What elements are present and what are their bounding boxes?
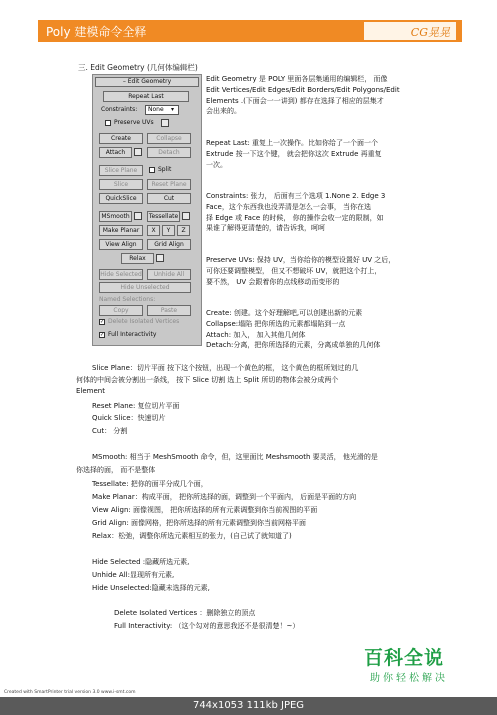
text-line: Tessellate: 把你的面平分成几个面， (92, 480, 208, 488)
header-signature: CG晃晃 (410, 26, 450, 39)
cut-button[interactable]: Cut (147, 193, 191, 204)
hide-selected-button[interactable]: Hide Selected (100, 271, 142, 278)
image-info-bar: 744x1053 111kb JPEG (0, 697, 497, 715)
text-line: Make Planar：构成平面， 把你所选择的面，调整到一个平面内， 后面是平面的方向 (92, 493, 357, 501)
text-line: Cut： 分割 (92, 427, 128, 435)
slice-plane-button[interactable]: Slice Plane (99, 165, 143, 176)
text-line: Face，这个东西我也没弄清是怎么一会事， 当你在选 (206, 202, 372, 211)
make-planar-button[interactable]: Make Planar (99, 225, 143, 236)
tessellate-button[interactable]: Tessellate (148, 213, 179, 220)
text-line: 何体的中间会被分割出一条线， 按下 Slice 切割 选上 Split 所切的物体会被分成两个 (76, 376, 339, 384)
text-line: Collapse:塌陷 把你所选的元素都塌陷到一点 (206, 319, 346, 328)
constraints-select[interactable]: None (145, 105, 179, 115)
watermark-slogan: 助你轻松解决 (370, 673, 448, 684)
constraints-label: Constraints: (101, 106, 138, 113)
attach-button[interactable]: Attach (99, 147, 132, 158)
planar-y-button[interactable]: Y (162, 225, 175, 236)
text-line: Hide Selected :隐藏所选元素, (92, 558, 190, 566)
dropdown-arrow-icon: ▾ (171, 106, 175, 113)
paragraph-constraints (206, 191, 385, 234)
text-line: Slice Plane：切片平面 按下这个按钮，出现一个黄色的框， 这个黄色的框所划过的几 (92, 364, 359, 372)
detach-button[interactable]: Detach (147, 147, 191, 158)
section-heading: 三. Edit Geometry (几何体编辑栏) (78, 63, 198, 72)
text-line: Detach:分离，把你所选择的元素，分离成单独的几何体 (206, 341, 381, 350)
text-line: Elements .(下面会一一讲到) 都存在选择了相应的层集才 (206, 96, 384, 105)
header-title: Poly 建模命令全释 (46, 25, 147, 39)
msmooth-button[interactable]: MSmooth (99, 211, 132, 222)
text-line: Repeat Last: 重复上一次操作。比如你给了一个面一个 (206, 139, 379, 147)
relax-button[interactable]: Relax (121, 253, 154, 264)
text-line: Hide Unselected:隐藏未选择的元素, (92, 584, 210, 592)
text-line: Preserve UVs: 保持 UV，当你给你的模型设置好 UV 之后， (206, 256, 396, 264)
unhide-all-button[interactable]: Unhide All (147, 269, 191, 280)
quickslice-button[interactable]: QuickSlice (99, 193, 143, 204)
delete-isolated-label: Delete Isolated Vertices (108, 318, 180, 325)
rollout-minus-icon: – (122, 78, 128, 85)
header-signature-box (364, 22, 456, 40)
collapse-button[interactable]: Collapse (147, 133, 191, 144)
tessellate-settings-icon[interactable] (182, 212, 190, 220)
paste-button[interactable]: Paste (147, 305, 191, 316)
text-line: Grid Align: 面像网格，把你所选择的所有元素调整到你当前网格平面 (92, 519, 307, 527)
text-line: View Align: 面像视图， 把你所选择的所有元素调整到你当前视图的平面 (92, 506, 318, 514)
text-line: 可你还要调整模型， 但又不想破坏 UV，就把这个打上， (206, 266, 382, 275)
hide-unselected-button[interactable]: Hide Unselected (99, 282, 191, 293)
edit-geometry-panel (92, 74, 202, 346)
view-align-button[interactable]: View Align (99, 239, 143, 250)
reset-plane-button[interactable]: Reset Plane (147, 179, 191, 190)
text-line: 果谁了解得更清楚的，请告诉我，呵呵 (206, 224, 325, 233)
text-line: 择 Edge 或 Face 的时候， 你的操作会收一定的限制，如 (206, 213, 384, 222)
footer-credit: Created with SmartPrinter trial version 3.0 www.i-smt.com (4, 690, 136, 695)
copy-button[interactable]: Copy (99, 305, 143, 316)
text-line: 一次。 (206, 160, 227, 169)
full-interactivity-checkbox[interactable]: ✓ (100, 332, 105, 338)
planar-z-button[interactable]: Z (177, 225, 190, 236)
text-line: 要不然， UV 会跟着你的点线移动而变形的 (206, 277, 340, 286)
text-line: Delete Isolated Vertices ：删除独立的顶点 (114, 609, 256, 617)
text-line: Constraints: 张力， 后面有三个选项 1.None 2. Edge 3 (206, 192, 386, 200)
text-line: Reset Plane: 复位切片平面 (92, 402, 180, 410)
text-line: Edit Vertices/Edit Edges/Edit Borders/Edit Polygons/Edit (206, 85, 400, 94)
text-line: Relax：松弛，调整你所选元素相互的张力，(自己试了就知道了) (92, 532, 292, 540)
text-line: Edit Geometry 是 POLY 里面各层集通用的编辑栏， 而像 (206, 75, 388, 83)
paragraph-repeat-last (206, 138, 382, 170)
create-button[interactable]: Create (99, 133, 143, 144)
text-line: Attach: 加入， 加入其他几何体 (206, 330, 306, 339)
full-interactivity-label: Full Interactivity (108, 331, 157, 338)
split-label: Split (158, 166, 172, 173)
slice-button[interactable]: Slice (99, 179, 143, 190)
text-line: Extrude 按一下这个键， 就会把你这次 Extrude 再重复 (206, 149, 382, 158)
split-checkbox[interactable] (149, 167, 155, 173)
text-line: Element (76, 387, 105, 395)
panel-title-bar[interactable]: – Edit Geometry (95, 77, 199, 87)
planar-x-button[interactable]: X (147, 225, 160, 236)
text-line: MSmooth: 相当于 MeshSmooth 命令，但，这里面比 Meshsmooth 要灵活， 他光滑的是 (92, 453, 378, 461)
attach-settings-icon[interactable] (134, 148, 142, 156)
text-line: 你选择的面， 而不是整体 (76, 466, 156, 474)
repeat-last-button[interactable]: Repeat Last (103, 91, 189, 102)
text-line: Full Interactivity: （这个勾对的意思我还不是很清楚！~） (114, 622, 300, 630)
paragraph-preserve-uvs (206, 255, 395, 287)
paragraph-create-collapse (206, 308, 380, 351)
header-bar (38, 20, 462, 42)
named-selections-label: Named Selections: (99, 296, 156, 303)
text-line: Unhide All:显现所有元素, (92, 571, 175, 579)
watermark-logo-text: 百科全说 (364, 647, 445, 669)
text-line: Create: 创建。这个好理解吧,可以创建出新的元素 (206, 309, 363, 317)
preserve-uvs-label: Preserve UVs (114, 119, 154, 126)
text-line: Quick Slice：快速切片 (92, 414, 166, 422)
paragraph-edit-geometry (206, 74, 400, 117)
preserve-uvs-checkbox[interactable] (105, 120, 111, 126)
grid-align-button[interactable]: Grid Align (147, 239, 191, 250)
msmooth-settings-icon[interactable] (134, 212, 142, 220)
relax-settings-icon[interactable] (156, 254, 164, 262)
text-line: 会出来的。 (206, 107, 241, 116)
delete-isolated-checkbox[interactable]: ✓ (100, 319, 105, 325)
preserve-uvs-settings-icon[interactable] (161, 119, 169, 127)
